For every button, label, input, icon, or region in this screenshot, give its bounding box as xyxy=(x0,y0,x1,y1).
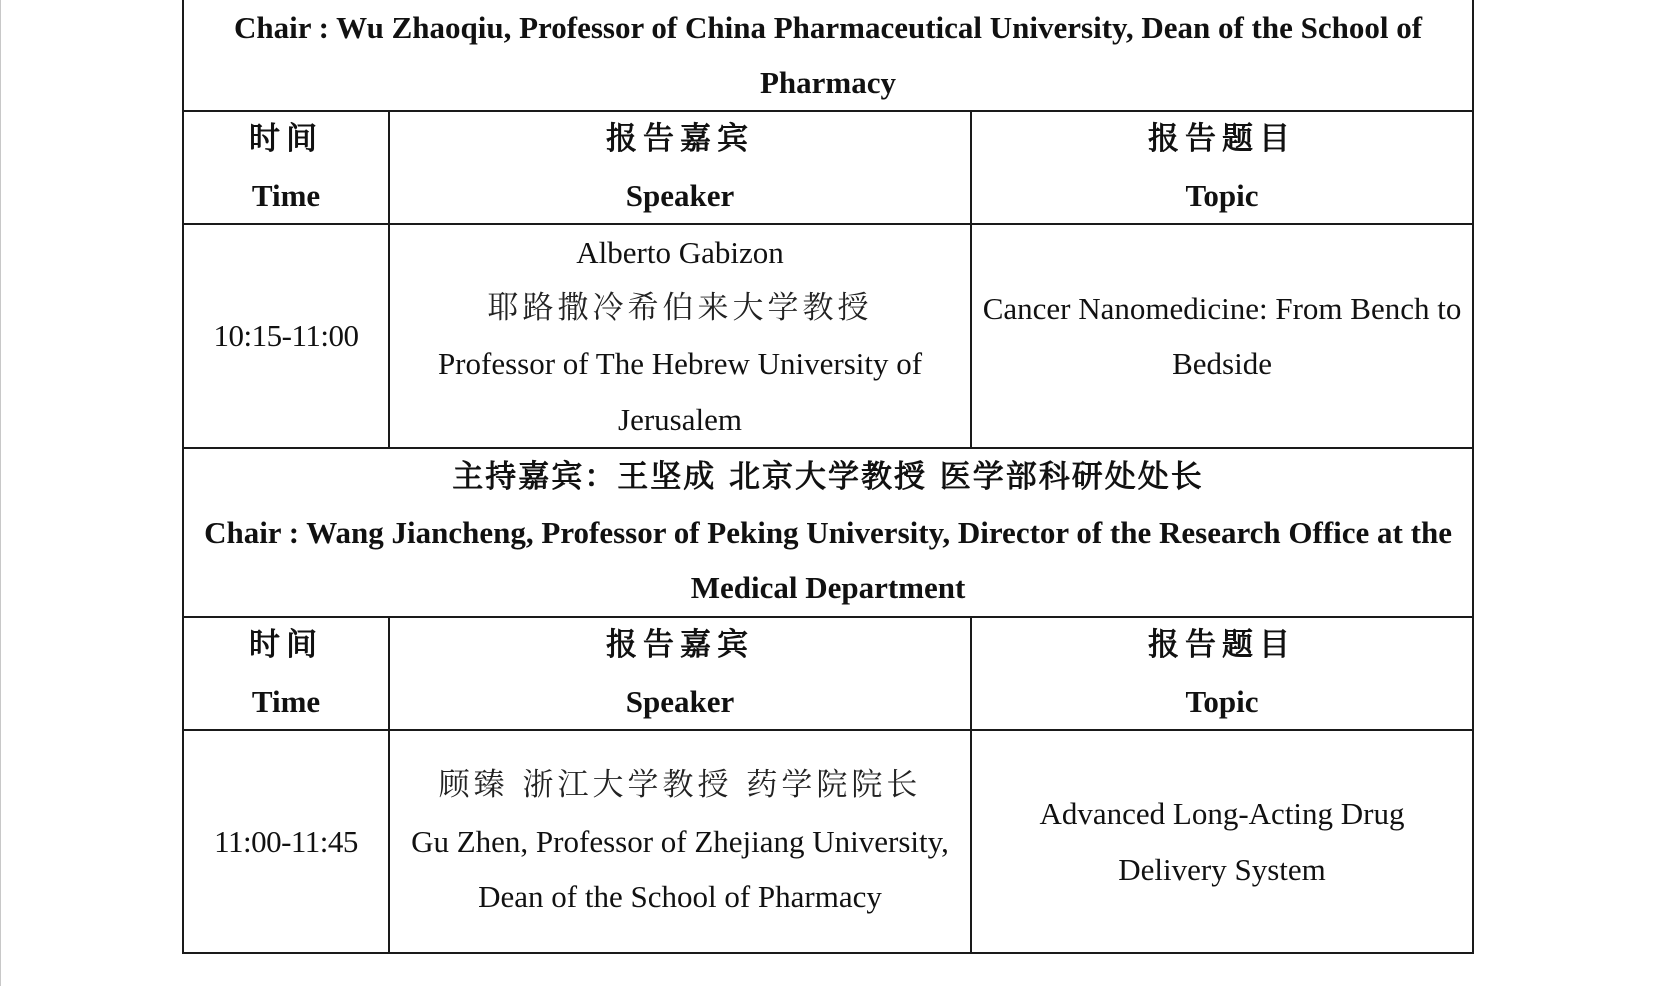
session-2-header-speaker xyxy=(389,617,971,730)
session-2-header-row xyxy=(183,617,1473,730)
speaker-affiliation-en: Professor of The Hebrew University of Jerusalem xyxy=(437,346,923,437)
speaker-affiliation-cn: 耶路撒冷希伯来大学教授 xyxy=(487,289,873,326)
session-1-talk-row xyxy=(183,224,1473,448)
header-time-cn: 时间 xyxy=(249,627,323,663)
session-2-chair-cn: 主持嘉宾：王坚成 北京大学教授 医学部科研处处长 xyxy=(452,459,1204,495)
session-1-topic: Cancer Nanomedicine: From Bench to Bedside xyxy=(971,224,1473,448)
header-speaker-cn: 报告嘉宾 xyxy=(606,627,754,663)
speaker-affiliation-cn: 顾臻 浙江大学教授 药学院院长 xyxy=(438,767,922,804)
session-1-chair-cell xyxy=(183,0,1473,111)
session-2-talk-row xyxy=(183,730,1473,953)
header-time-en: Time xyxy=(251,683,321,719)
header-speaker-cn: 报告嘉宾 xyxy=(606,121,754,157)
session-2-speaker xyxy=(389,730,971,953)
page-left-edge xyxy=(0,0,1,986)
session-2-topic: Advanced Long-Acting Drug Delivery System xyxy=(971,730,1473,953)
speaker-name: Alberto Gabizon xyxy=(576,235,784,270)
header-time-en: Time xyxy=(251,177,321,213)
session-1-header-topic xyxy=(971,111,1473,224)
session-1-header-time xyxy=(183,111,389,224)
header-topic-en: Topic xyxy=(1185,177,1259,213)
session-1-header-row xyxy=(183,111,1473,224)
session-2-chair-cell xyxy=(183,448,1473,617)
schedule-table xyxy=(182,0,1474,954)
session-2-header-topic xyxy=(971,617,1473,730)
speaker-name-affiliation-en: Gu Zhen, Professor of Zhejiang University, Dean of the School of Pharmacy xyxy=(411,823,949,915)
header-speaker-en: Speaker xyxy=(625,683,735,719)
session-1-header-speaker xyxy=(389,111,971,224)
session-1-chair-en: Chair : Wu Zhaoqiu, Professor of China Pharmaceutical University, Dean of the School of Pharmacy xyxy=(233,10,1423,100)
session-1-time: 10:15-11:00 xyxy=(183,224,389,448)
session-1-chair-row xyxy=(183,0,1473,111)
header-speaker-en: Speaker xyxy=(625,177,735,213)
header-topic-cn: 报告题目 xyxy=(1148,627,1297,663)
header-topic-en: Topic xyxy=(1185,683,1259,719)
header-topic-cn: 报告题目 xyxy=(1148,121,1297,157)
header-time-cn: 时间 xyxy=(249,121,323,157)
session-2-chair-row xyxy=(183,448,1473,617)
session-1-speaker xyxy=(389,224,971,448)
session-2-chair-en: Chair : Wang Jiancheng, Professor of Peking University, Director of the Research Office at the Medical Department xyxy=(204,515,1452,605)
session-2-time: 11:00-11:45 xyxy=(183,730,389,953)
session-2-header-time xyxy=(183,617,389,730)
